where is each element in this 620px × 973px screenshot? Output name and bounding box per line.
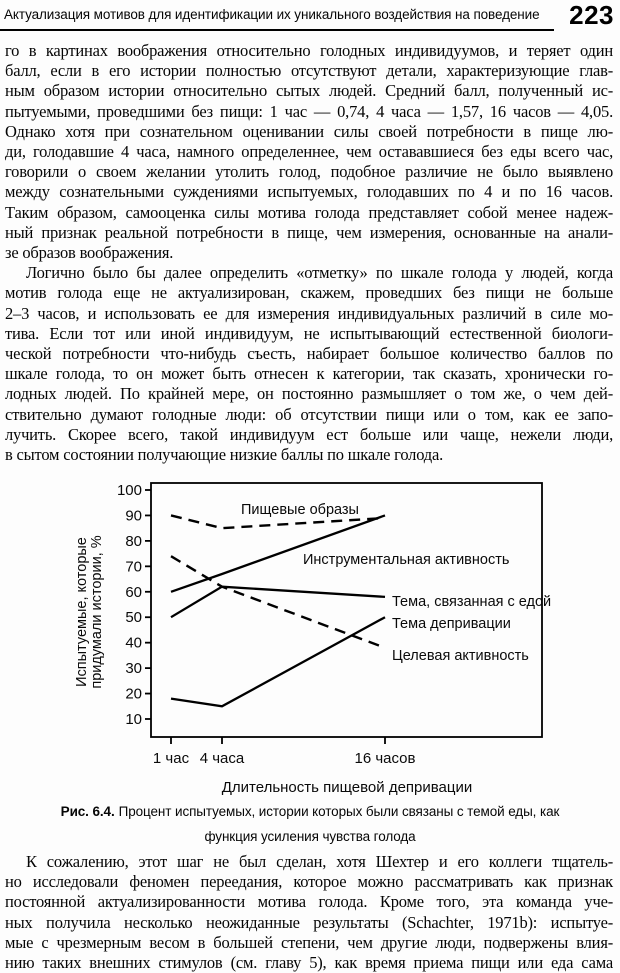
text-line: лучить. Скорее всего, такой индивидуум ест больше или чаще, нежели люди, — [5, 424, 613, 444]
paragraph — [5, 852, 613, 973]
series-line-3 — [171, 587, 385, 618]
y-tick-label: 30 — [125, 660, 142, 678]
y-tick-label: 10 — [125, 711, 142, 728]
text-line: между сознательными суждениями испытуемых, голодавших по 4 и по 16 часов. — [5, 182, 613, 202]
figure-caption — [55, 799, 565, 849]
paragraph — [5, 263, 613, 465]
header-rule — [0, 29, 554, 31]
text-line: Логично было бы далее определить «отметку» по шкале голода у людей, когда — [26, 263, 613, 283]
text-line: говорили о своем желании утолить голод, подобное различие не было выявлено — [5, 162, 613, 182]
x-tick-label: 4 часа — [199, 750, 245, 767]
text-line: ных получила несколько неожиданные результаты (Schachter, 1971b): испытуе- — [5, 912, 613, 932]
text-line: Таким образом, самооценка силы мотива голода представляет собой менее надеж- — [5, 202, 613, 222]
x-axis-title: Длительность пищевой депривации — [221, 779, 473, 796]
page-number: 223 — [569, 0, 614, 30]
text-line: зе образов воображения. — [5, 243, 174, 263]
series-label-5: Целевая активность — [392, 648, 529, 664]
text-line: но исследовали феномен переедания, которое можно рассматривать как признак — [5, 872, 613, 892]
figure-6-4 — [0, 478, 620, 798]
y-tick-label: 20 — [125, 685, 142, 703]
series-label-3: Тема, связанная с едой — [392, 594, 552, 610]
y-tick-label: 50 — [125, 609, 142, 627]
text-line: Однако хотя при сознательном оценивании силы своей потребности в пище лю- — [5, 121, 613, 141]
text-line: нию таких внешних стимулов (см. главу 5), как время приема пищи или еда сама — [5, 953, 613, 973]
series-label-4: Тема депривации — [392, 616, 511, 632]
text-line: шкале голода, то он может быть отнесен к категории, так сказать, хронически го- — [5, 364, 613, 384]
paragraph — [5, 41, 613, 263]
text-line: ствительно думают голодные люди: об отсутствии пищи или о том, как ее запо- — [5, 404, 613, 424]
y-tick-label: 80 — [125, 532, 142, 550]
body-text-bottom — [5, 852, 613, 973]
x-tick-label: 16 часов — [354, 750, 416, 767]
text-line: мотив голода еще не актуализирован, скажем, проведших без пищи не больше — [5, 283, 613, 303]
series-label-2: Инструментальная активность — [303, 552, 510, 568]
x-tick-label: 1 час — [152, 750, 190, 767]
figure-caption-text: Процент испытуемых, истории которых были связаны с темой еды, как функция усиления чувства голода — [118, 804, 560, 844]
text-line: мые с чрезмерным весом в большей степени, чем другие люди, подвержены влия- — [5, 932, 613, 952]
y-tick-label: 100 — [116, 482, 142, 499]
text-line: ди, голодавшие 4 часа, намного определеннее, чем остававшиеся без еды всего час, — [5, 142, 613, 162]
y-axis-label: придумали истории, % — [89, 535, 105, 689]
text-line: ческой потребности что-нибудь съесть, набирает большое количество баллов по — [5, 344, 613, 364]
text-line: ным образом истории относительно сытых людей. Средний балл, полученный ис- — [5, 81, 613, 101]
y-tick-label: 90 — [125, 507, 142, 525]
text-line: лодных людей. По крайней мере, он постоянно размышляет о том же, о чем дей- — [5, 384, 613, 404]
y-tick-label: 60 — [125, 583, 142, 601]
series-label-1: Пищевые образы — [241, 502, 359, 518]
text-line: К сожалению, этот шаг не был сделан, хотя Шехтер и его коллеги тщатель- — [26, 852, 613, 871]
plot-frame — [151, 483, 542, 737]
y-tick-label: 70 — [125, 558, 142, 576]
series-line-4 — [171, 617, 385, 706]
text-line: в сытом состоянии получающие низкие баллы по шкале голода. — [5, 445, 444, 465]
figure-caption-label: Рис. 6.4. — [60, 804, 115, 819]
text-line: тива. Если тот или иной индивидуум, не испытывающий естественной биологи- — [5, 323, 613, 343]
running-head: Актуализация мотивов для идентификации их уникального воздействия на поведение — [4, 7, 540, 22]
text-line: ный признак реальной потребности в пище, чем измерения, основанные на анали- — [5, 222, 613, 242]
y-axis-label: Испытуемые, которые — [74, 537, 90, 687]
text-line: 2–3 часов, и использовать ее для измерения индивидуальных различий в силе мо- — [5, 303, 613, 323]
text-line: балл, если в его истории полностью отсутствуют детали, характеризующие глав- — [5, 61, 613, 81]
text-line: постоянной актуализированности мотива голода. Кроме того, эта команда уче- — [5, 892, 613, 912]
y-tick-label: 40 — [125, 634, 142, 652]
text-line: го в картинах воображения относительно голодных индивидуумов, и теряет один — [5, 41, 613, 60]
body-text-top — [5, 41, 613, 465]
line-chart — [0, 478, 620, 798]
text-line: пытуемыми, проведшими без пищи: 1 час — 0,74, 4 часа — 1,57, 16 часов — 4,05. — [5, 101, 613, 121]
